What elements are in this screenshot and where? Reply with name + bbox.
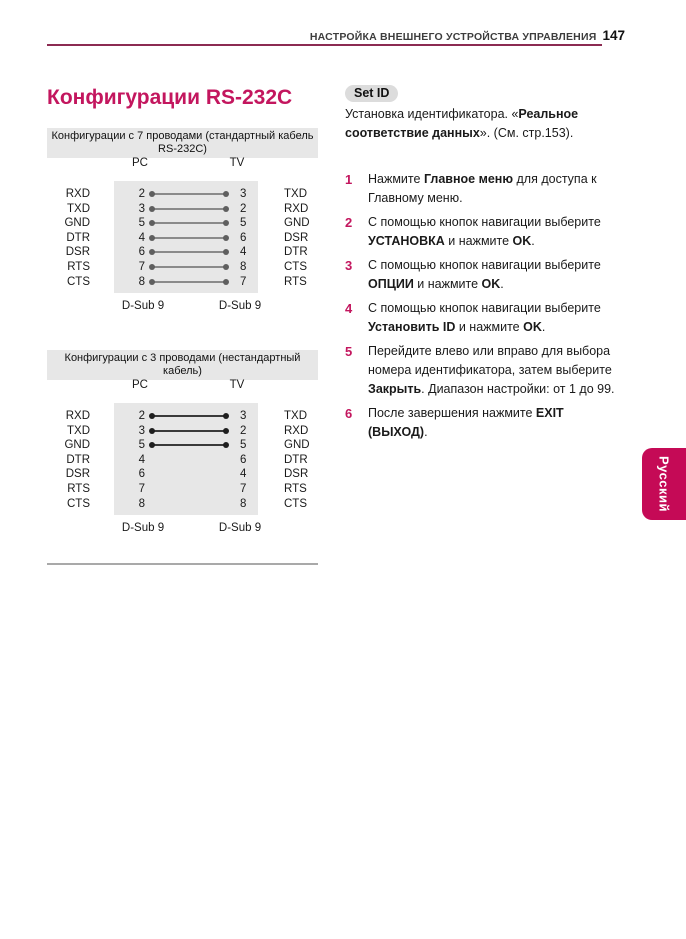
- wire-connection: [145, 424, 233, 439]
- text: Нажмите: [368, 172, 424, 186]
- set-id-badge: Set ID: [345, 85, 398, 102]
- signal-label-right: RTS: [284, 275, 307, 288]
- wire-connection: [145, 231, 233, 246]
- bold-text: Главное меню: [423, 172, 514, 186]
- wire-endpoint-dot: [149, 264, 155, 270]
- tv-pin-number: 5: [240, 439, 247, 452]
- step-text: [368, 213, 626, 251]
- connector-headers: [47, 379, 318, 399]
- wire-line: [153, 222, 225, 224]
- wire-endpoint-dot: [223, 264, 229, 270]
- pc-pin-number: 4: [138, 231, 145, 244]
- bold-text: Реальное соответствие данных: [345, 107, 579, 140]
- wire-line: [153, 251, 225, 253]
- signal-label-left: RXD: [65, 410, 90, 423]
- set-id-section: [345, 84, 641, 447]
- diagram-caption: [47, 128, 318, 158]
- text: После завершения нажмите: [368, 406, 536, 420]
- tv-pin-number: 3: [240, 410, 247, 423]
- tv-connector-label: D-Sub 9: [218, 300, 262, 312]
- text: и нажмите: [455, 320, 524, 334]
- step-item: [345, 213, 641, 251]
- diagram-caption-line2: кабель): [163, 365, 202, 377]
- section-title: Конфигурации RS-232C: [47, 86, 293, 109]
- language-tab-label: Русский: [656, 455, 672, 513]
- wiring-diagram-7wire: [47, 128, 318, 312]
- wire-line: [153, 415, 225, 417]
- signal-label-left: GND: [64, 217, 90, 230]
- wire-endpoint-dot: [223, 279, 229, 285]
- wire-line: [153, 237, 225, 239]
- no-connection: [145, 467, 233, 482]
- wire-line: [153, 266, 225, 268]
- tv-pin-number: 8: [240, 497, 247, 510]
- pc-pin-number: 3: [138, 202, 145, 215]
- signal-label-left: DSR: [65, 468, 90, 481]
- language-tab: [642, 448, 686, 520]
- signal-label-left: DTR: [66, 231, 90, 244]
- wire-endpoint-dot: [149, 428, 155, 434]
- tv-pin-number: 6: [240, 453, 247, 466]
- pin-rows: [47, 181, 318, 289]
- wire-endpoint-dot: [149, 220, 155, 226]
- text: С помощью кнопок навигации выберите: [368, 258, 601, 272]
- dsub-labels: [47, 522, 318, 538]
- signal-label-left: GND: [64, 439, 90, 452]
- running-header-title: НАСТРОЙКА ВНЕШНЕГО УСТРОЙСТВА УПРАВЛЕНИЯ: [309, 31, 597, 43]
- wire-endpoint-dot: [149, 279, 155, 285]
- bold-text: OK: [481, 277, 501, 291]
- pc-pin-number: 7: [138, 261, 145, 273]
- diagram-caption-line1: Конфигурации с 7 проводами (стандартный кабель: [51, 130, 314, 142]
- pin-row: [47, 453, 318, 468]
- wire-connection: [145, 274, 233, 289]
- pc-pin-number: 6: [138, 468, 145, 481]
- text: Установка идентификатора. «: [345, 107, 519, 121]
- wire-connection: [145, 245, 233, 260]
- step-item: [345, 299, 641, 337]
- bold-text: EXIT (ВЫХОД): [368, 406, 564, 439]
- section-divider: [47, 563, 318, 565]
- pc-connector-label: D-Sub 9: [121, 522, 165, 534]
- page-number: 147: [602, 28, 625, 43]
- signal-label-right: CTS: [284, 261, 307, 273]
- tv-pin-number: 3: [240, 188, 247, 201]
- step-number: 5: [345, 344, 353, 359]
- set-id-intro: [345, 105, 641, 142]
- bold-text: УСТАНОВКА: [368, 234, 445, 248]
- signal-label-right: DSR: [284, 231, 309, 244]
- pin-row: [47, 231, 318, 246]
- running-header: [310, 28, 625, 43]
- signal-label-right: GND: [284, 439, 310, 452]
- text: С помощью кнопок навигации выберите: [368, 215, 601, 229]
- wire-connection: [145, 187, 233, 202]
- step-text: [368, 299, 626, 337]
- step-number: 4: [345, 301, 353, 316]
- wire-endpoint-dot: [149, 235, 155, 241]
- wire-connection: [145, 438, 233, 453]
- wiring-diagram-3wire: [47, 350, 318, 534]
- diagram-caption-line1: Конфигурации с 3 проводами (нестандартный: [64, 352, 301, 364]
- bold-text: OK: [512, 234, 532, 248]
- text: . Диапазон настройки: от 1 до 99.: [421, 382, 615, 396]
- diagram-caption: [47, 350, 318, 380]
- signal-label-left: CTS: [67, 497, 90, 510]
- tv-column-header: TV: [229, 379, 245, 391]
- pin-rows: [47, 403, 318, 511]
- steps-list: [345, 170, 641, 442]
- signal-label-right: GND: [284, 217, 310, 230]
- pin-row: [47, 424, 318, 439]
- step-text: [368, 170, 626, 208]
- step-number: 3: [345, 258, 353, 273]
- step-item: [345, 404, 641, 442]
- step-item: [345, 256, 641, 294]
- wire-connection: [145, 216, 233, 231]
- signal-label-left: TXD: [67, 202, 90, 215]
- pin-row: [47, 202, 318, 217]
- signal-label-right: TXD: [284, 410, 307, 423]
- wire-endpoint-dot: [223, 206, 229, 212]
- wire-endpoint-dot: [149, 249, 155, 255]
- pin-row: [47, 216, 318, 231]
- signal-label-right: DSR: [284, 468, 309, 481]
- wire-connection: [145, 202, 233, 217]
- bold-text: Закрыть: [368, 382, 422, 396]
- text: .: [500, 277, 504, 291]
- bold-text: ОПЦИИ: [368, 277, 414, 291]
- pc-pin-number: 7: [138, 483, 145, 495]
- pc-pin-number: 8: [138, 497, 145, 510]
- pin-row: [47, 482, 318, 497]
- wire-endpoint-dot: [223, 220, 229, 226]
- text: С помощью кнопок навигации выберите: [368, 301, 601, 315]
- step-number: 6: [345, 406, 353, 421]
- pc-column-header: PC: [132, 379, 148, 391]
- step-number: 1: [345, 172, 353, 187]
- tv-pin-number: 7: [240, 275, 247, 288]
- pin-row: [47, 274, 318, 289]
- step-text: [368, 342, 626, 399]
- no-connection: [145, 482, 233, 497]
- signal-label-right: RXD: [284, 202, 309, 215]
- pin-row: [47, 438, 318, 453]
- wire-endpoint-dot: [149, 413, 155, 419]
- header-rule: [47, 44, 602, 46]
- signal-label-left: DSR: [65, 246, 90, 259]
- step-text: [368, 256, 626, 294]
- wire-line: [153, 193, 225, 195]
- tv-pin-number: 7: [240, 483, 247, 495]
- pc-pin-number: 6: [138, 246, 145, 259]
- step-item: [345, 170, 641, 208]
- step-text: [368, 404, 626, 442]
- tv-pin-number: 5: [240, 217, 247, 230]
- wire-line: [153, 444, 225, 446]
- signal-label-left: CTS: [67, 275, 90, 288]
- wire-endpoint-dot: [223, 235, 229, 241]
- pin-row: [47, 467, 318, 482]
- connector-headers: [47, 157, 318, 177]
- signal-label-right: TXD: [284, 188, 307, 201]
- tv-pin-number: 6: [240, 231, 247, 244]
- wire-line: [153, 208, 225, 210]
- pc-pin-number: 3: [138, 424, 145, 437]
- pc-pin-number: 2: [138, 188, 145, 201]
- signal-label-left: DTR: [66, 453, 90, 466]
- wire-endpoint-dot: [149, 206, 155, 212]
- tv-pin-number: 2: [240, 424, 247, 437]
- signal-label-right: CTS: [284, 497, 307, 510]
- pc-pin-number: 4: [138, 453, 145, 466]
- tv-pin-number: 4: [240, 468, 247, 481]
- wire-endpoint-dot: [223, 428, 229, 434]
- text: .: [531, 234, 535, 248]
- wire-endpoint-dot: [149, 191, 155, 197]
- no-connection: [145, 453, 233, 468]
- pc-column-header: PC: [132, 157, 148, 169]
- wire-connection: [145, 409, 233, 424]
- pin-row: [47, 409, 318, 424]
- dsub-labels: [47, 300, 318, 316]
- wire-endpoint-dot: [223, 413, 229, 419]
- bold-text: OK: [523, 320, 542, 334]
- step-number: 2: [345, 215, 353, 230]
- pc-pin-number: 5: [138, 217, 145, 230]
- text: и нажмите: [413, 277, 482, 291]
- text: для доступа к Главному меню.: [368, 172, 597, 205]
- signal-label-left: RTS: [67, 483, 90, 495]
- tv-pin-number: 2: [240, 202, 247, 215]
- step-item: [345, 342, 641, 399]
- signal-label-left: RTS: [67, 261, 90, 273]
- pin-row: [47, 245, 318, 260]
- text: .: [541, 320, 546, 334]
- signal-label-right: DTR: [284, 246, 308, 259]
- text: Перейдите влево или вправо для выбора номера идентификатора, затем выберите: [368, 344, 612, 377]
- wire-endpoint-dot: [223, 249, 229, 255]
- wire-endpoint-dot: [223, 191, 229, 197]
- signal-label-right: DTR: [284, 453, 308, 466]
- tv-pin-number: 8: [240, 261, 247, 273]
- text: .: [424, 425, 428, 439]
- wire-endpoint-dot: [149, 442, 155, 448]
- diagram-caption-line2: RS-232C): [158, 143, 207, 155]
- wire-connection: [145, 260, 233, 275]
- pc-connector-label: D-Sub 9: [121, 300, 165, 312]
- signal-label-left: RXD: [65, 188, 90, 201]
- wire-line: [153, 430, 225, 432]
- signal-label-right: RXD: [284, 424, 309, 437]
- wire-line: [153, 281, 225, 283]
- signal-label-right: RTS: [284, 483, 307, 495]
- pin-row: [47, 260, 318, 275]
- wire-endpoint-dot: [223, 442, 229, 448]
- pin-row: [47, 496, 318, 511]
- signal-label-left: TXD: [67, 424, 90, 437]
- no-connection: [145, 496, 233, 511]
- tv-pin-number: 4: [240, 246, 247, 259]
- pc-pin-number: 5: [138, 439, 145, 452]
- tv-connector-label: D-Sub 9: [218, 522, 262, 534]
- pin-row: [47, 187, 318, 202]
- text: и нажмите: [444, 234, 513, 248]
- pc-pin-number: 2: [138, 410, 145, 423]
- tv-column-header: TV: [229, 157, 245, 169]
- text: ». (См. стр.153).: [479, 125, 574, 140]
- pc-pin-number: 8: [138, 275, 145, 288]
- bold-text: Установить ID: [368, 320, 456, 334]
